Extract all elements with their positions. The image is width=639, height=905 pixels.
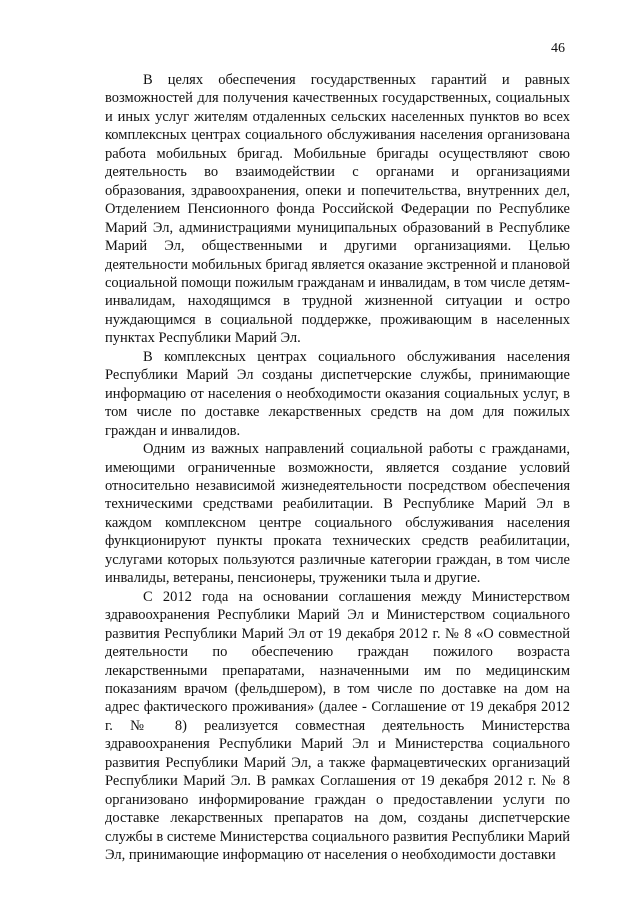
- paragraph-dispatch-services: В комплексных центрах социального обслуживания населения Республики Марий Эл созданы диспетчерские службы, принимающие информацию от населения о необходимости оказания социальных услуг, в том числе по доставке лекарственных средств на дом для пожилых граждан и инвалидов.: [105, 348, 570, 439]
- body-text: [105, 71, 570, 864]
- paragraph-mobile-brigades: В целях обеспечения государственных гарантий и равных возможностей для получения качественных государственных, социальных и иных услуг жителям отдаленных сельских населенных пунктов во всех комплексных центрах социального обслуживания населения организована работа мобильных бригад. Мобильные бригады осуществляют свою деятельность во взаимодействии с органами и организациями образования, здравоохранения, опеки и попечительства, внутренних дел, Отделением Пенсионного фонда Российской Федерации по Республике Марий Эл, администрациями муниципальных образований в Республике Марий Эл, общественными и другими организациями. Целью деятельности мобильных бригад является оказание экстренной и плановой социальной помощи пожилым гражданам и инвалидам, в том числе детям-инвалидам, находящимся в трудной жизненной ситуации и остро нуждающимся в социальной поддержке, проживающим в населенных пунктах Республики Марий Эл.: [105, 72, 570, 347]
- paragraph-rehabilitation-means: Одним из важных направлений социальной работы с гражданами, имеющими ограниченные возможности, является создание условий относительно независимой жизнедеятельности посредством обеспечения техническими средствами реабилитации. В Республике Марий Эл в каждом комплексном центре социального обслуживания населения функционируют пункты проката технических средств реабилитации, услугами которых пользуются различные категории граждан, в том числе инвалиды, ветераны, пенсионеры, труженики тыла и другие.: [105, 441, 570, 587]
- page-number: 46: [551, 41, 565, 56]
- paragraph-medicine-delivery-agreement: С 2012 года на основании соглашения между Министерством здравоохранения Республики Марий Эл и Министерством социального развития Республики Марий Эл от 19 декабря 2012 г. № 8 «О совместной деятельности по обеспечению граждан пожилого возраста лекарственными препаратами, назначенными им по медицинским показаниям врачом (фельдшером), в том числе по доставке на дом на адрес фактического проживания» (далее - Соглашение от 19 декабря 2012 г. № 8) реализуется совместная деятельность Министерства здравоохранения Республики Марий Эл и Министерства социального развития Республики Марий Эл, а также фармацевтических организаций Республики Марий Эл. В рамках Соглашения от 19 декабря 2012 г. № 8 организовано информирование граждан о предоставлении услуги по доставке лекарственных препаратов на дом, созданы диспетчерские службы в системе Министерства социального развития Республики Марий Эл, принимающие информацию от населения о необходимости доставки: [105, 588, 570, 864]
